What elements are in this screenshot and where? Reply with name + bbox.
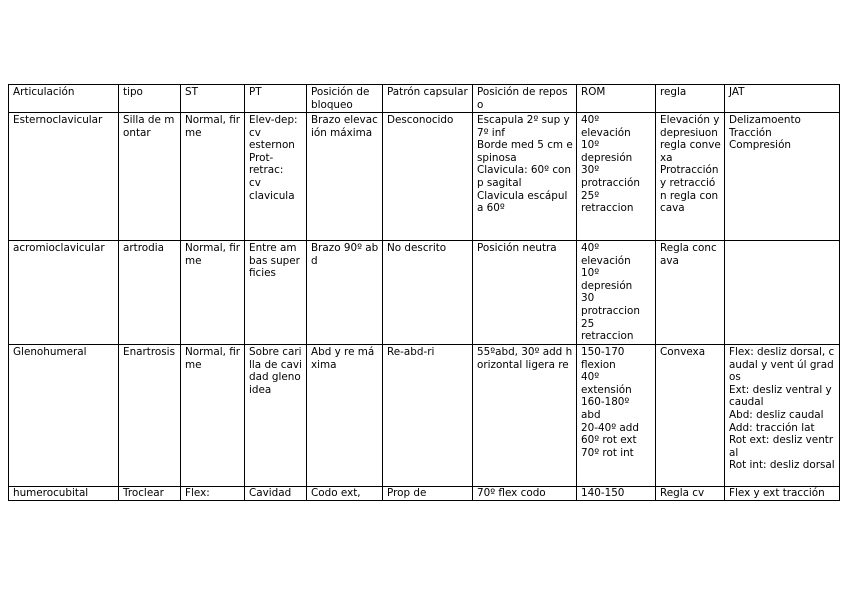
cell-jat: Flex: desliz dorsal, caudal y vent úl grados Ext: desliz ventral y caudal Abd: desliz caudal Add: tracción lat Rot ext: desliz ventral Rot int: desliz dorsal bbox=[725, 345, 840, 487]
cell-articulacion: acromioclavicular bbox=[9, 241, 119, 345]
header-posicion-bloqueo: Posición de bloqueo bbox=[307, 85, 383, 113]
cell-st: Normal, firme bbox=[181, 345, 245, 487]
cell-patron-capsular: Desconocido bbox=[383, 113, 473, 241]
cell-rom: 150-170 flexion 40º extensión 160-180º abd 20-40º add 60º rot ext 70º rot int bbox=[577, 345, 656, 487]
header-pt: PT bbox=[245, 85, 307, 113]
cell-rom: 40º elevación 10º depresión 30º protracción 25º retraccion bbox=[577, 113, 656, 241]
cell-tipo: Enartrosis bbox=[119, 345, 181, 487]
cell-tipo: Troclear bbox=[119, 487, 181, 501]
cell-st: Normal, firme bbox=[181, 241, 245, 345]
cell-regla: Regla concava bbox=[656, 241, 725, 345]
cell-posicion-reposo: 55ºabd, 30º add horizontal ligera re bbox=[473, 345, 577, 487]
cell-posicion-bloqueo: Brazo 90º abd bbox=[307, 241, 383, 345]
cell-pt: Sobre carilla de cavidad glenoidea bbox=[245, 345, 307, 487]
cell-rom: 40º elevación 10º depresión 30 protraccion 25 retraccion bbox=[577, 241, 656, 345]
header-patron-capsular: Patrón capsular bbox=[383, 85, 473, 113]
cell-pt: Cavidad bbox=[245, 487, 307, 501]
cell-articulacion: humerocubital bbox=[9, 487, 119, 501]
cell-jat: Delizamoento Tracción Compresión bbox=[725, 113, 840, 241]
table-header-row bbox=[9, 85, 840, 113]
cell-posicion-bloqueo: Abd y re máxima bbox=[307, 345, 383, 487]
header-posicion-reposo: Posición de reposo bbox=[473, 85, 577, 113]
header-articulacion: Articulación bbox=[9, 85, 119, 113]
joint-table bbox=[8, 84, 840, 501]
cell-patron-capsular: No descrito bbox=[383, 241, 473, 345]
cell-st: Normal, firme bbox=[181, 113, 245, 241]
cell-posicion-reposo: Escapula 2º sup y 7º inf Borde med 5 cm espinosa Clavicula: 60º con p sagital Clavicula escápula 60º bbox=[473, 113, 577, 241]
cell-posicion-bloqueo: Codo ext, bbox=[307, 487, 383, 501]
cell-patron-capsular: Prop de bbox=[383, 487, 473, 501]
cell-posicion-reposo: Posición neutra bbox=[473, 241, 577, 345]
cell-regla: Regla cv bbox=[656, 487, 725, 501]
header-tipo: tipo bbox=[119, 85, 181, 113]
cell-regla: Elevación y depresiuon regla convexa Protracción y retracción regla concava bbox=[656, 113, 725, 241]
cell-posicion-bloqueo: Brazo elevación máxima bbox=[307, 113, 383, 241]
cell-rom: 140-150 bbox=[577, 487, 656, 501]
table-row bbox=[9, 113, 840, 241]
header-jat: JAT bbox=[725, 85, 840, 113]
header-st: ST bbox=[181, 85, 245, 113]
cell-tipo: Silla de montar bbox=[119, 113, 181, 241]
header-regla: regla bbox=[656, 85, 725, 113]
cell-jat: Flex y ext tracción bbox=[725, 487, 840, 501]
header-rom: ROM bbox=[577, 85, 656, 113]
cell-regla: Convexa bbox=[656, 345, 725, 487]
cell-articulacion: Glenohumeral bbox=[9, 345, 119, 487]
cell-articulacion: Esternoclavicular bbox=[9, 113, 119, 241]
cell-st: Flex: bbox=[181, 487, 245, 501]
cell-jat bbox=[725, 241, 840, 345]
table-row bbox=[9, 345, 840, 487]
cell-pt: Entre ambas superficies bbox=[245, 241, 307, 345]
table-row bbox=[9, 241, 840, 345]
cell-pt: Elev-dep: cv esternon Prot- retrac: cv clavicula bbox=[245, 113, 307, 241]
cell-tipo: artrodia bbox=[119, 241, 181, 345]
cell-posicion-reposo: 70º flex codo bbox=[473, 487, 577, 501]
table-row bbox=[9, 487, 840, 501]
cell-patron-capsular: Re-abd-ri bbox=[383, 345, 473, 487]
